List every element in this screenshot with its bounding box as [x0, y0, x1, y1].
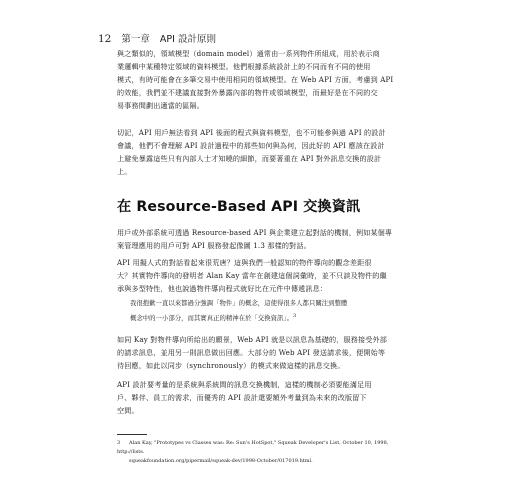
- text-line: 會議，他們不會理解 API 設計過程中的那些如何與為何，因此好的 API 應該在設計: [117, 141, 385, 150]
- paragraph-domain-model: [117, 47, 412, 112]
- text-line: 大？其實物件導向的發明者 Alan Kay 當年在創建這個詞彙時，並不只談及物件的繼: [117, 271, 387, 280]
- text-line: 易事務間劃出適當的區隔。: [117, 101, 204, 110]
- text-line: 戶、夥伴、員工的需求，而優秀的 API 設計還要額外考量到為未來的改版留下: [117, 393, 367, 402]
- paragraph-resource-based: [117, 226, 412, 252]
- footnote-text-line1: Alan Kay, "Prototypes vs Classes was: Re: Sun's HotSpot," Squeak Developer's List, October 10, 1998, http://lists.: [117, 440, 389, 455]
- text-line: 上。: [117, 167, 132, 176]
- text-line: 的效能，我們並不建議直接對外暴露內部的物件或領域模型，而最好是在不同的交: [117, 88, 378, 97]
- quote-line-text: 概念中的一小部分，而其實真正的精神在於「交換資訊」。: [130, 313, 293, 322]
- chapter-title: API 設計原則: [159, 34, 216, 45]
- running-header: [98, 31, 216, 45]
- quote-line: 我很抱歉一直以來都過分強調「物件」的概念，這使得很多人都只關注到整體: [130, 299, 348, 307]
- chapter-label: 第一章: [121, 34, 150, 45]
- text-line: 待回應，如此以同步（synchronously）的模式來做這樣的訊息交換。: [117, 361, 345, 370]
- footnote-ref: 3: [292, 312, 297, 319]
- text-line: 空間。: [117, 406, 139, 415]
- quote-line-last: [130, 310, 400, 325]
- footnote: [117, 439, 412, 466]
- text-line: 模式，有時可能會在多筆交易中使用相同的領域模型。在 Web API 方面，考慮到 API: [117, 75, 394, 84]
- text-line: 業邏輯中某種特定領域的資料模型。他們根據系統設計上的不同而有不同的使用: [117, 62, 371, 71]
- paragraph-api-design: [117, 378, 412, 417]
- text-line: 案管理應用的用戶可對 API 服務發起像圖 1.3 那樣的對話。: [117, 241, 311, 250]
- footnote-text-line2: squeakfoundation.org/pipermail/squeak-dev/1998-October/017019.html.: [129, 458, 313, 464]
- block-quote: [130, 297, 400, 324]
- text-line: 的請求訊息，並用另一則訊息做出回應。大部分的 Web API 發送請求後，便開始等: [117, 348, 386, 357]
- text-line: 如同 Kay 對物件導向所給出的願景，Web API 就是以訊息為基礎的，服務接受外部: [117, 335, 387, 344]
- paragraph-alan-kay: [117, 256, 412, 295]
- text-line: 與之類似的，領域模型（domain model）通常由一系列物件所組成，用於表示商: [117, 49, 380, 58]
- page-number: 12: [98, 33, 112, 45]
- text-line: 用戶或外部系統可透過 Resource-based API 與企業建立起對話的機制，例如某個專: [117, 228, 393, 237]
- text-line: API 用擬人式的對話看起來很荒唐？這與我們一般認知的物件導向的觀念差距很: [117, 258, 372, 267]
- paragraph-api-users: [117, 126, 412, 178]
- footnote-divider: [117, 434, 147, 435]
- section-heading: 在 Resource-Based API 交換資訊: [117, 199, 361, 215]
- footnote-number: 3: [117, 440, 121, 446]
- text-line: 承與多型特性，他也說過物件導向程式就好比在元件中傳遞訊息：: [117, 284, 328, 293]
- paragraph-message-based: [117, 333, 412, 372]
- text-line: 上避免暴露這些只有內部人士才知曉的細節，而要著重在 API 對外訊息交換的設計: [117, 154, 382, 163]
- text-line: API 設計要考量的是系統與系統間的訊息交換機制，這樣的機制必須要能滿足用: [117, 380, 372, 389]
- text-line: 切記，API 用戶無法看到 API 後面的程式與資料模型，也不可能參與過 API 的設計: [117, 128, 386, 137]
